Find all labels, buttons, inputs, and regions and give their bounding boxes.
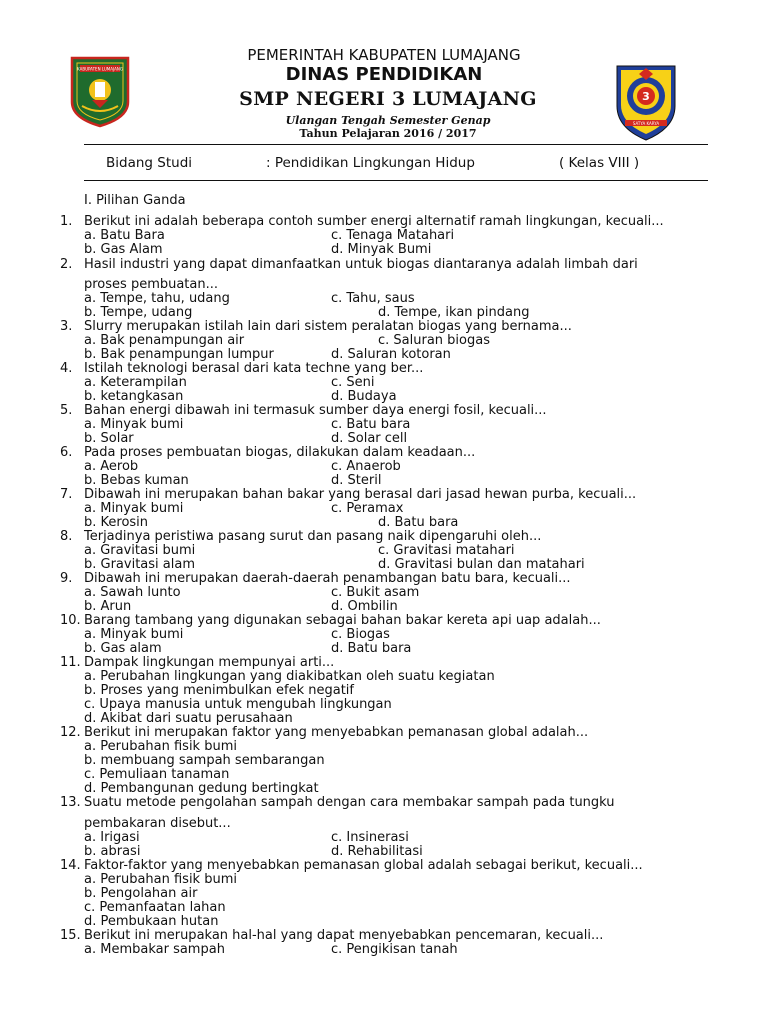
- option-b: b. Pengolahan air: [84, 886, 198, 901]
- question-number: 13.: [60, 795, 81, 810]
- option-a: a. Tempe, tahu, udang: [84, 291, 230, 306]
- option-d: d. Pembangunan gedung bertingkat: [84, 781, 319, 796]
- question-number: 8.: [60, 529, 73, 544]
- question-text: Pada proses pembuatan biogas, dilakukan dalam keadaan...: [84, 445, 476, 460]
- option-c: c. Tenaga Matahari: [331, 228, 455, 243]
- option-c: c. Tahu, saus: [331, 291, 415, 306]
- option-a: a. Perubahan fisik bumi: [84, 739, 237, 754]
- question-text: Hasil industri yang dapat dimanfaatkan untuk biogas diantaranya adalah limbah dari: [84, 257, 638, 272]
- option-c: c. Insinerasi: [331, 830, 409, 845]
- question-text: Bahan energi dibawah ini termasuk sumber daya energi fosil, kecuali...: [84, 403, 547, 418]
- option-d: d. Tempe, ikan pindang: [378, 305, 530, 320]
- academic-year: Tahun Pelajaran 2016 / 2017: [299, 127, 477, 140]
- option-a: a. Batu Bara: [84, 228, 165, 243]
- question-text: Dampak lingkungan mempunyai arti...: [84, 655, 335, 670]
- option-b: b. ketangkasan: [84, 389, 184, 404]
- option-c: c. Pengikisan tanah: [331, 942, 458, 957]
- option-a: a. Bak penampungan air: [84, 333, 245, 348]
- option-c: c. Biogas: [331, 627, 390, 642]
- subject-divider: [84, 180, 708, 181]
- question-text: Suatu metode pengolahan sampah dengan cara membakar sampah pada tungku: [84, 795, 615, 810]
- option-a: a. Gravitasi bumi: [84, 543, 196, 558]
- question-number: 11.: [60, 655, 81, 670]
- option-b: b. Tempe, udang: [84, 305, 193, 320]
- option-d: d. Gravitasi bulan dan matahari: [378, 557, 585, 572]
- option-c: c. Bukit asam: [331, 585, 420, 600]
- question-text: Istilah teknologi berasal dari kata techne yang ber...: [84, 361, 424, 376]
- question-text: Slurry merupakan istilah lain dari sistem peralatan biogas yang bernama...: [84, 319, 572, 334]
- option-d: d. Solar cell: [331, 431, 408, 446]
- option-a: a. Keterampilan: [84, 375, 187, 390]
- question-number: 4.: [60, 361, 73, 376]
- option-c: c. Batu bara: [331, 417, 411, 432]
- question-number: 12.: [60, 725, 81, 740]
- question-text-continued: proses pembuatan...: [84, 277, 219, 292]
- question-number: 15.: [60, 928, 81, 943]
- option-b: b. Solar: [84, 431, 134, 446]
- option-d: d. Steril: [331, 473, 382, 488]
- question-number: 5.: [60, 403, 73, 418]
- class-label: ( Kelas VIII ): [559, 155, 640, 171]
- option-d: d. Budaya: [331, 389, 397, 404]
- option-b: b. Gravitasi alam: [84, 557, 195, 572]
- department-title: DINAS PENDIDIKAN: [285, 64, 483, 85]
- option-b: b. membuang sampah sembarangan: [84, 753, 325, 768]
- option-a: a. Minyak bumi: [84, 417, 184, 432]
- subject-label: Bidang Studi: [106, 155, 193, 171]
- option-d: d. Pembukaan hutan: [84, 914, 219, 929]
- exam-title: Ulangan Tengah Semester Genap: [285, 114, 491, 127]
- question-text: Terjadinya peristiwa pasang surut dan pasang naik dipengaruhi oleh...: [84, 529, 542, 544]
- question-text: Berikut ini merupakan hal-hal yang dapat menyebabkan pencemaran, kecuali...: [84, 928, 604, 943]
- option-a: a. Perubahan fisik bumi: [84, 872, 237, 887]
- option-d: d. Ombilin: [331, 599, 398, 614]
- option-a: a. Membakar sampah: [84, 942, 225, 957]
- option-b: b. Bebas kuman: [84, 473, 189, 488]
- option-c: c. Gravitasi matahari: [378, 543, 515, 558]
- school-title: SMP NEGERI 3 LUMAJANG: [239, 88, 537, 110]
- question-number: 1.: [60, 214, 73, 229]
- option-b: b. Arun: [84, 599, 132, 614]
- option-d: d. Batu bara: [378, 515, 459, 530]
- option-d: d. Saluran kotoran: [331, 347, 451, 362]
- option-c: c. Seni: [331, 375, 375, 390]
- option-b: b. Bak penampungan lumpur: [84, 347, 274, 362]
- question-number: 7.: [60, 487, 73, 502]
- question-text: Dibawah ini merupakan bahan bakar yang berasal dari jasad hewan purba, kecuali...: [84, 487, 637, 502]
- question-text: Barang tambang yang digunakan sebagai bahan bakar kereta api uap adalah...: [84, 613, 601, 628]
- question-number: 2.: [60, 257, 73, 272]
- option-d: d. Minyak Bumi: [331, 242, 432, 257]
- option-c: c. Anaerob: [331, 459, 401, 474]
- option-a: a. Sawah lunto: [84, 585, 181, 600]
- option-d: d. Batu bara: [331, 641, 412, 656]
- question-number: 9.: [60, 571, 73, 586]
- option-c: c. Saluran biogas: [378, 333, 490, 348]
- option-a: a. Perubahan lingkungan yang diakibatkan oleh suatu kegiatan: [84, 669, 495, 684]
- option-c: c. Peramax: [331, 501, 404, 516]
- option-a: a. Aerob: [84, 459, 139, 474]
- question-number: 6.: [60, 445, 73, 460]
- option-d: d. Akibat dari suatu perusahaan: [84, 711, 293, 726]
- option-b: b. Gas Alam: [84, 242, 163, 257]
- option-c: c. Pemanfaatan lahan: [84, 900, 226, 915]
- option-b: b. Proses yang menimbulkan efek negatif: [84, 683, 354, 698]
- subject-value: : Pendidikan Lingkungan Hidup: [266, 155, 475, 171]
- option-a: a. Minyak bumi: [84, 627, 184, 642]
- option-c: c. Upaya manusia untuk mengubah lingkungan: [84, 697, 392, 712]
- question-text: Berikut ini merupakan faktor yang menyebabkan pemanasan global adalah...: [84, 725, 589, 740]
- section-title: I. Pilihan Ganda: [84, 193, 186, 208]
- option-c: c. Pemuliaan tanaman: [84, 767, 230, 782]
- right-logo-caption: SATYA KARYA: [632, 120, 660, 126]
- question-number: 3.: [60, 319, 73, 334]
- question-number: 14.: [60, 858, 81, 873]
- option-d: d. Rehabilitasi: [331, 844, 423, 859]
- option-a: a. Irigasi: [84, 830, 140, 845]
- option-b: b. Gas alam: [84, 641, 162, 656]
- question-number: 10.: [60, 613, 81, 628]
- left-logo-caption: KABUPATEN LUMAJANG: [77, 66, 123, 72]
- government-title: PEMERINTAH KABUPATEN LUMAJANG: [247, 46, 521, 64]
- right-logo-number: 3: [642, 90, 650, 103]
- question-text: Dibawah ini merupakan daerah-daerah penambangan batu bara, kecuali...: [84, 571, 571, 586]
- option-b: b. abrasi: [84, 844, 141, 859]
- question-text: Faktor-faktor yang menyebabkan pemanasan global adalah sebagai berikut, kecuali...: [84, 858, 643, 873]
- option-b: b. Kerosin: [84, 515, 149, 530]
- option-a: a. Minyak bumi: [84, 501, 184, 516]
- header-divider: [84, 144, 708, 145]
- question-text: Berikut ini adalah beberapa contoh sumber energi alternatif ramah lingkungan, kecuali...: [84, 214, 664, 229]
- question-text-continued: pembakaran disebut...: [84, 816, 231, 831]
